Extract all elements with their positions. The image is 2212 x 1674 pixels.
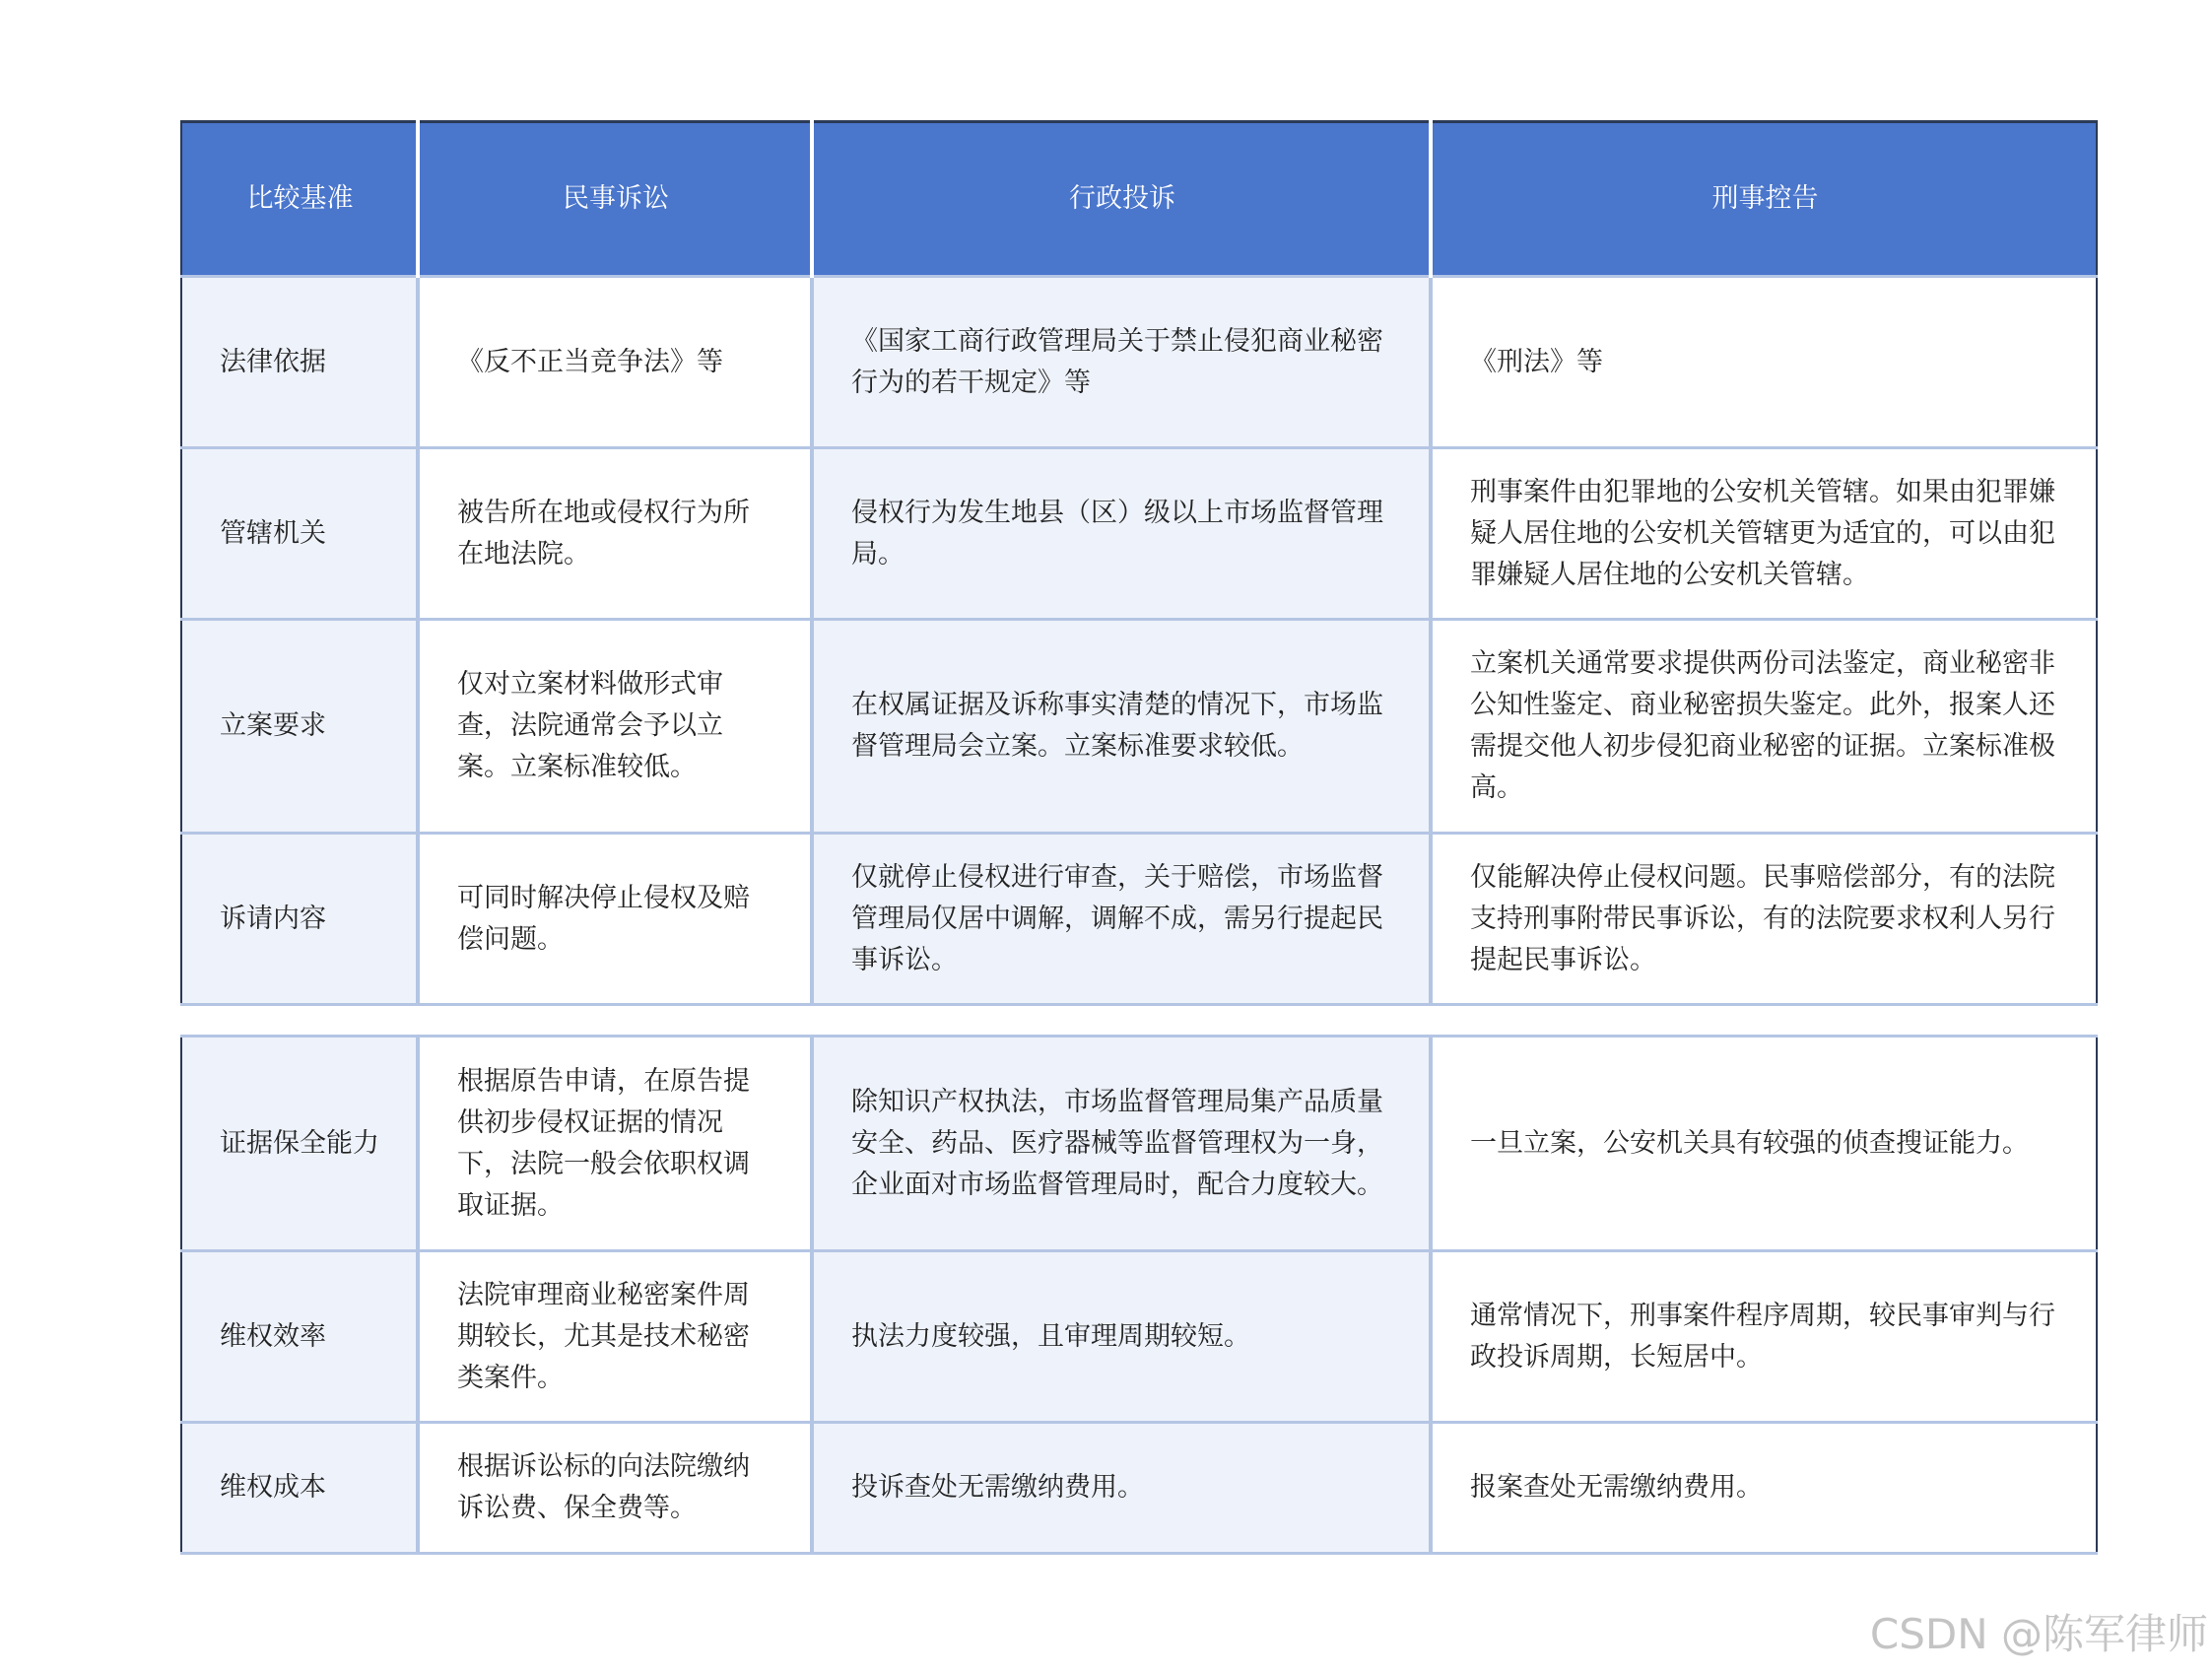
comparison-table-part-1 bbox=[180, 120, 2098, 1006]
table-row bbox=[181, 277, 2097, 448]
row-administrative: 在权属证据及诉称事实清楚的情况下，市场监督管理局会立案。立案标准要求较低。 bbox=[812, 620, 1431, 834]
header-civil: 民事诉讼 bbox=[418, 122, 812, 277]
row-civil: 法院审理商业秘密案件周期较长，尤其是技术秘密类案件。 bbox=[418, 1251, 812, 1423]
table-row bbox=[181, 620, 2097, 834]
row-administrative: 仅就停止侵权进行审查，关于赔偿，市场监督管理局仅居中调解，调解不成，需另行提起民事诉讼。 bbox=[812, 834, 1431, 1005]
table-row bbox=[181, 1423, 2097, 1554]
row-basis: 立案要求 bbox=[181, 620, 418, 834]
comparison-table-part-2 bbox=[180, 1035, 2098, 1555]
table-row bbox=[181, 1251, 2097, 1423]
row-basis: 管辖机关 bbox=[181, 448, 418, 620]
header-row bbox=[181, 122, 2097, 277]
row-basis: 维权成本 bbox=[181, 1423, 418, 1554]
row-basis: 维权效率 bbox=[181, 1251, 418, 1423]
table-row bbox=[181, 1037, 2097, 1251]
row-criminal: 报案查处无需缴纳费用。 bbox=[1431, 1423, 2097, 1554]
header-basis: 比较基准 bbox=[181, 122, 418, 277]
row-basis: 诉请内容 bbox=[181, 834, 418, 1005]
row-criminal: 立案机关通常要求提供两份司法鉴定，商业秘密非公知性鉴定、商业秘密损失鉴定。此外，报案人还需提交他人初步侵犯商业秘密的证据。立案标准极高。 bbox=[1431, 620, 2097, 834]
row-administrative: 投诉查处无需缴纳费用。 bbox=[812, 1423, 1431, 1554]
watermark: CSDN @陈军律师 bbox=[1869, 1610, 2208, 1658]
row-administrative: 《国家工商行政管理局关于禁止侵犯商业秘密行为的若干规定》等 bbox=[812, 277, 1431, 448]
table-row bbox=[181, 834, 2097, 1005]
row-civil: 被告所在地或侵权行为所在地法院。 bbox=[418, 448, 812, 620]
row-basis: 法律依据 bbox=[181, 277, 418, 448]
row-criminal: 《刑法》等 bbox=[1431, 277, 2097, 448]
row-civil: 可同时解决停止侵权及赔偿问题。 bbox=[418, 834, 812, 1005]
row-administrative: 执法力度较强，且审理周期较短。 bbox=[812, 1251, 1431, 1423]
header-administrative: 行政投诉 bbox=[812, 122, 1431, 277]
row-administrative: 侵权行为发生地县（区）级以上市场监督管理局。 bbox=[812, 448, 1431, 620]
row-criminal: 刑事案件由犯罪地的公安机关管辖。如果由犯罪嫌疑人居住地的公安机关管辖更为适宜的，可以由犯罪嫌疑人居住地的公安机关管辖。 bbox=[1431, 448, 2097, 620]
row-administrative: 除知识产权执法，市场监督管理局集产品质量安全、药品、医疗器械等监督管理权为一身，企业面对市场监督管理局时，配合力度较大。 bbox=[812, 1037, 1431, 1251]
row-civil: 根据原告申请，在原告提供初步侵权证据的情况下，法院一般会依职权调取证据。 bbox=[418, 1037, 812, 1251]
row-criminal: 通常情况下，刑事案件程序周期，较民事审判与行政投诉周期，长短居中。 bbox=[1431, 1251, 2097, 1423]
row-basis: 证据保全能力 bbox=[181, 1037, 418, 1251]
table-header bbox=[181, 122, 2097, 277]
header-criminal: 刑事控告 bbox=[1431, 122, 2097, 277]
table-row bbox=[181, 448, 2097, 620]
row-criminal: 仅能解决停止侵权问题。民事赔偿部分，有的法院支持刑事附带民事诉讼，有的法院要求权利人另行提起民事诉讼。 bbox=[1431, 834, 2097, 1005]
row-civil: 仅对立案材料做形式审查，法院通常会予以立案。立案标准较低。 bbox=[418, 620, 812, 834]
row-civil: 《反不正当竞争法》等 bbox=[418, 277, 812, 448]
row-civil: 根据诉讼标的向法院缴纳诉讼费、保全费等。 bbox=[418, 1423, 812, 1554]
row-criminal: 一旦立案，公安机关具有较强的侦查搜证能力。 bbox=[1431, 1037, 2097, 1251]
